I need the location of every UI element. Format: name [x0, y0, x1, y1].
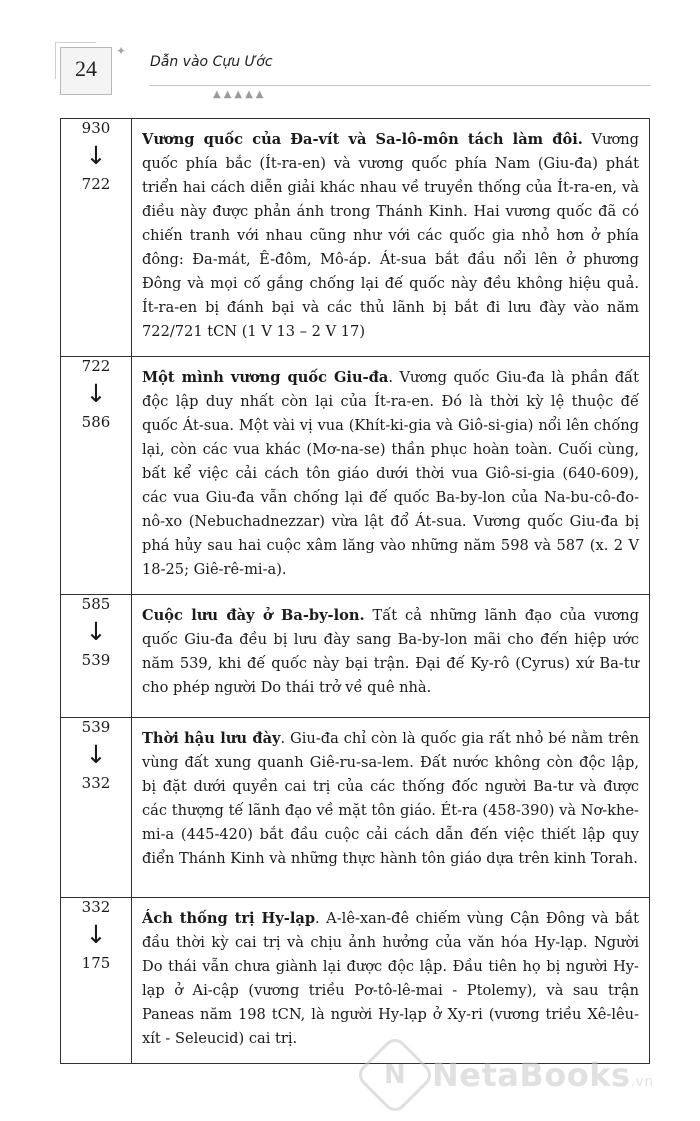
start-year: 332: [81, 898, 111, 916]
start-year: 585: [81, 595, 111, 613]
sparkle-icon: ✦: [116, 44, 127, 58]
entry-heading: Thời hậu lưu đày: [142, 730, 281, 747]
date-range-cell: [61, 357, 132, 595]
end-year: 586: [81, 413, 111, 431]
watermark-text: NetaBooks.vn: [432, 1056, 654, 1094]
date-range-cell: [61, 718, 132, 898]
timeline-row: [61, 119, 650, 357]
description-cell: [132, 595, 650, 718]
entry-body: Tất cả những lãnh đạo của vương quốc Giu-đa đều bị lưu đày sang Ba-by-lon mãi cho đến hiệp ước năm 539, khi đế quốc này bại trận. Đại đế Ky-rô (Cyrus) xứ Ba-tư cho phép người Do thái trở về quê nhà.: [142, 607, 639, 696]
down-arrow-icon: ↓: [85, 617, 107, 646]
entry-heading: Vương quốc của Đa-vít và Sa-lô-môn tách làm đôi.: [142, 131, 583, 148]
page-number: 24: [75, 56, 97, 81]
end-year: 539: [81, 651, 111, 669]
start-year: 539: [81, 718, 111, 736]
down-arrow-icon: ↓: [85, 379, 107, 408]
header-rule: [150, 85, 650, 86]
down-arrow-icon: ↓: [85, 740, 107, 769]
entry-heading: Một mình vương quốc Giu-đa: [142, 369, 389, 386]
end-year: 332: [81, 774, 111, 792]
description-cell: [132, 718, 650, 898]
timeline-row: [61, 898, 650, 1064]
entry-heading: Cuộc lưu đày ở Ba-by-lon.: [142, 607, 365, 624]
date-range-cell: [61, 119, 132, 357]
description-cell: [132, 357, 650, 595]
start-year: 722: [81, 357, 111, 375]
entry-body: . Giu-đa chỉ còn là quốc gia rất nhỏ bé nằm trên vùng đất xung quanh Giê-ru-sa-lem. Đất nước không còn độc lập, bị đặt dưới quyền cai trị của các thống đốc người Ba-tư và được các thượng tế lãnh đạo về mặt tôn giáo. Ét-ra (458-390) và Nơ-khe-mi-a (445-420) bắt đầu cuộc cải cách dẫn đến việc thiết lập quy điển Thánh Kinh và những thực hành tôn giáo dựa trên kinh Torah.: [142, 730, 639, 867]
timeline-row: [61, 595, 650, 718]
start-year: 930: [81, 119, 111, 137]
date-range-cell: [61, 595, 132, 718]
running-title: Dẫn vào Cựu Ước: [150, 54, 273, 70]
entry-heading: Ách thống trị Hy-lạp: [142, 910, 316, 927]
entry-body: Vương quốc phía bắc (Ít-ra-en) và vương quốc phía Nam (Giu-đa) phát triển hai cách diễn giải khác nhau về truyền thống của Ít-ra-en, và điều này được phản ánh trong Thánh Kinh. Hai vương quốc đã có chiến tranh với nhau cũng như với các quốc gia nhỏ hơn ở phía đông: Đa-mát, Ê-đôm, Mô-áp. Át-sua bắt đầu nổi lên ở phương Đông và mọi cố gắng chống lại đế quốc này đều không hiệu quả. Ít-ra-en bị đánh bại và các thủ lãnh bị bắt đi lưu đày vào năm 722/721 tCN (1 V 13 – 2 V 17): [142, 131, 639, 340]
netabooks-logo-icon: N: [354, 1034, 436, 1116]
date-range-cell: [61, 898, 132, 1064]
entry-body: . Vương quốc Giu-đa là phần đất độc lập duy nhất còn lại của Ít-ra-en. Đó là thời kỳ lệ thuộc đế quốc Át-sua. Một vài vị vua (Khít-ki-gia và Giô-si-gia) nổi lên chống lại, còn các vua khác (Mơ-na-se) thần phục hoàn toàn. Cuối cùng, bất kể việc cải cách tôn giáo dưới thời vua Giô-si-gia (640-609), các vua Giu-đa vẫn chống lại đế quốc Ba-by-lon của Na-bu-cô-đo-nô-xo (Nebuchadnezzar) vừa lật đổ Át-sua. Vương quốc Giu-đa bị phá hủy sau hai cuộc xâm lăng vào những năm 598 và 587 (x. 2 V 18-25; Giê-rê-mi-a).: [142, 369, 639, 578]
netabooks-watermark: [366, 1046, 654, 1104]
down-arrow-icon: ↓: [85, 141, 107, 170]
timeline-row: [61, 718, 650, 898]
page-number-box: [60, 47, 112, 95]
triangle-ornament: ▲▲▲▲▲: [213, 89, 267, 100]
down-arrow-icon: ↓: [85, 920, 107, 949]
end-year: 175: [81, 954, 111, 972]
entry-body: . A-lê-xan-đê chiếm vùng Cận Đông và bắt đầu thời kỳ cai trị và chịu ảnh hưởng của văn hóa Hy-lạp. Người Do thái vẫn chưa giành lại được độc lập. Đầu tiên họ bị người Hy-lạp ở Ai-cập (vương triều Pơ-tô-lê-mai - Ptolemy), và sau trận Paneas năm 198 tCN, là người Hy-lạp ở Xy-ri (vương triều Xê-lêu-xít - Seleucid) cai trị.: [142, 910, 639, 1047]
end-year: 722: [81, 175, 111, 193]
timeline-table: [60, 118, 650, 1064]
description-cell: [132, 119, 650, 357]
timeline-row: [61, 357, 650, 595]
